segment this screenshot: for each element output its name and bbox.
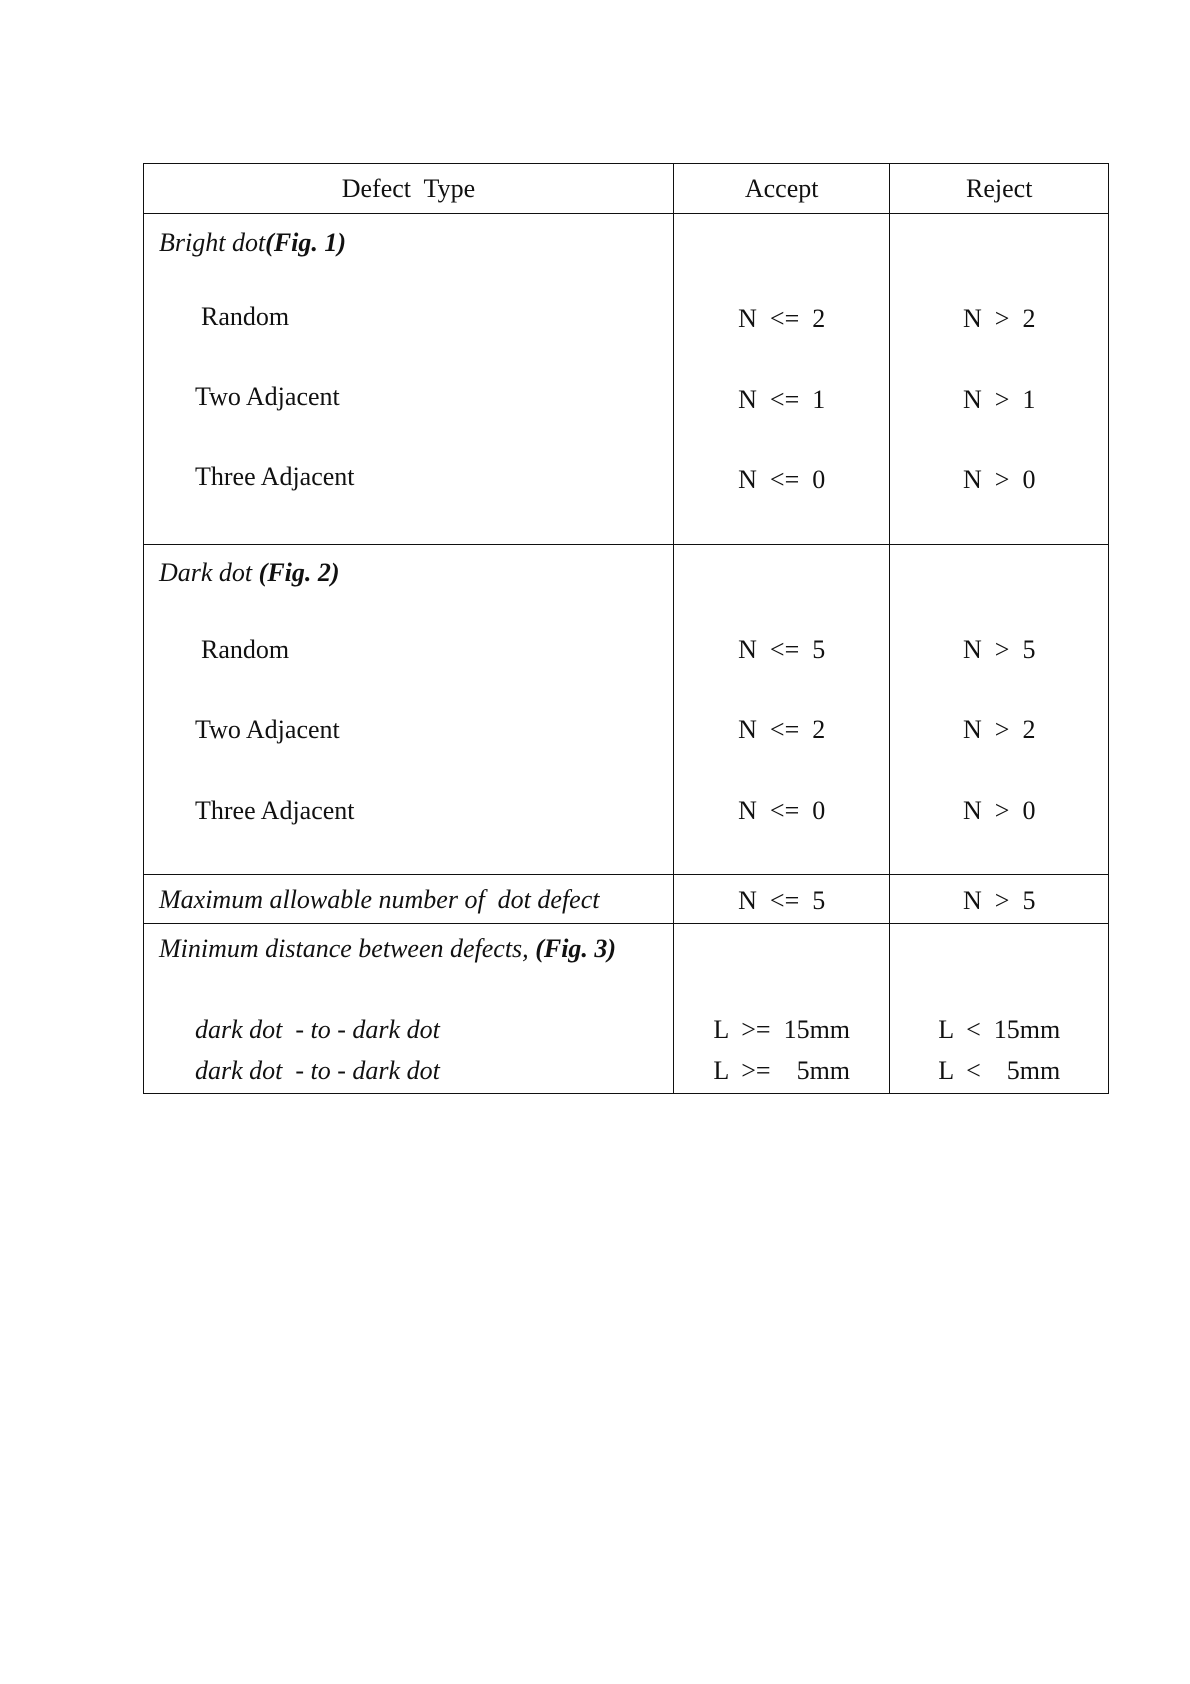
dark-dot-title-text: Dark dot — [159, 558, 259, 587]
min-distance-reject-cell — [890, 924, 1108, 1093]
min-distance-accept-cell — [674, 924, 891, 1093]
header-defect-type-text: Defect Type — [341, 173, 476, 203]
min-distance-fig-ref: (Fig. 3) — [535, 934, 617, 963]
dark-dot-type-cell — [144, 545, 674, 874]
bright-dot-random-reject: N > 2 — [963, 304, 1036, 333]
min-distance-title-text: Minimum distance between defects, — [159, 934, 536, 963]
bright-dot-title — [159, 230, 346, 256]
dark-dot-random-accept: N <= 5 — [738, 635, 826, 664]
dark-dot-three-adjacent-accept: N <= 0 — [738, 796, 826, 825]
min-distance-row-2-reject: L < 5mm — [938, 1056, 1061, 1085]
bright-dot-random-accept: N <= 2 — [738, 304, 826, 333]
min-distance-row-1-label: dark dot - to - dark dot — [195, 1015, 440, 1044]
bright-dot-three-adjacent-label: Three Adjacent — [195, 462, 355, 491]
bright-dot-two-adjacent-reject: N > 1 — [963, 385, 1036, 414]
dark-dot-title — [159, 560, 340, 586]
min-distance-row-1-reject: L < 15mm — [938, 1015, 1061, 1044]
bright-dot-type-cell — [144, 214, 674, 544]
min-distance-title — [159, 936, 616, 962]
dark-dot-random-reject: N > 5 — [963, 635, 1036, 664]
table-header-row — [144, 164, 1108, 213]
bright-dot-reject-cell — [890, 214, 1108, 544]
min-distance-row-1-accept: L >= 15mm — [713, 1015, 851, 1044]
max-allowable-label: Maximum allowable number of dot defect — [159, 885, 600, 914]
min-distance-type-cell — [144, 924, 674, 1093]
dark-dot-two-adjacent-accept: N <= 2 — [738, 715, 826, 744]
header-reject — [890, 164, 1108, 213]
bright-dot-random-label: Random — [201, 302, 290, 331]
bright-dot-accept-cell — [674, 214, 891, 544]
dark-dot-group — [144, 544, 1108, 874]
min-distance-row — [144, 923, 1108, 1093]
dark-dot-fig-ref: (Fig. 2) — [258, 558, 340, 587]
header-accept-text: Accept — [744, 173, 819, 203]
max-allowable-type-cell — [144, 875, 674, 923]
header-reject-text: Reject — [966, 173, 1033, 203]
min-distance-row-2-accept: L >= 5mm — [713, 1056, 851, 1085]
bright-dot-three-adjacent-reject: N > 0 — [963, 465, 1036, 494]
header-accept — [674, 164, 891, 213]
max-allowable-row — [144, 874, 1108, 923]
dark-dot-three-adjacent-label: Three Adjacent — [195, 796, 355, 825]
bright-dot-two-adjacent-accept: N <= 1 — [738, 385, 826, 414]
defect-spec-table — [143, 163, 1109, 1094]
max-allowable-accept-cell — [674, 875, 891, 923]
dark-dot-reject-cell — [890, 545, 1108, 874]
bright-dot-fig-ref: (Fig. 1) — [265, 228, 347, 257]
bright-dot-three-adjacent-accept: N <= 0 — [738, 465, 826, 494]
header-defect-type — [144, 164, 674, 213]
bright-dot-title-text: Bright dot — [159, 228, 266, 257]
max-allowable-reject: N > 5 — [963, 886, 1036, 915]
dark-dot-two-adjacent-reject: N > 2 — [963, 715, 1036, 744]
dark-dot-three-adjacent-reject: N > 0 — [963, 796, 1036, 825]
dark-dot-random-label: Random — [201, 635, 290, 664]
min-distance-row-2-label: dark dot - to - dark dot — [195, 1056, 440, 1085]
bright-dot-group — [144, 213, 1108, 544]
bright-dot-two-adjacent-label: Two Adjacent — [195, 382, 340, 411]
max-allowable-accept: N <= 5 — [738, 886, 826, 915]
dark-dot-accept-cell — [674, 545, 891, 874]
dark-dot-two-adjacent-label: Two Adjacent — [195, 715, 340, 744]
max-allowable-reject-cell — [890, 875, 1108, 923]
